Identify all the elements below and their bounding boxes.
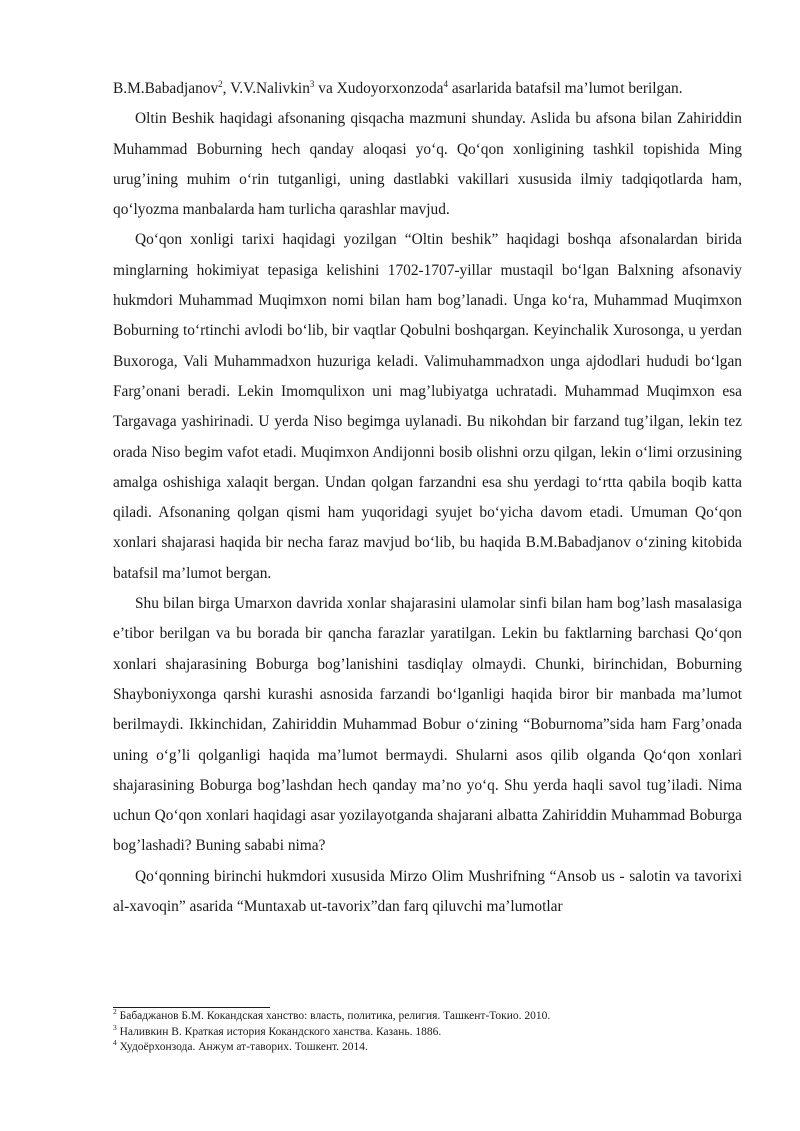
paragraph-text: , V.V.Nalivkin (222, 80, 310, 97)
footnote-mark: 3 (113, 1022, 117, 1032)
footnote-mark: 2 (113, 1007, 117, 1017)
footnote-text: Худоёрхонзода. Анжум ат-таворих. Тошкент. 2014. (119, 1041, 368, 1053)
paragraph-legend-summary (113, 104, 742, 225)
paragraph-text: Shu bilan birga Umarxon davrida xonlar shajarasini ulamolar sinfi bilan ham bog’lash masalasiga e’tibor berilgan va bu borada bir qancha farazlar yaratilgan. Lekin bu faktlarning barchasi Qo‘qon xonlari shajarasining Boburga bog’lanishini tasdiqlay olmaydi. Chunki, birinchidan, Boburning Shayboniyxonga qarshi kurashi asnosida farzandi bo‘lganligi haqida biror bir manbada ma’lumot berilmaydi. Ikkinchidan, Zahiriddin Muhammad Bobur o‘zining “Boburnoma”sida ham Farg’onada uning o‘g’li qolganligi haqida ma’lumot bermaydi. Shularni asos qilib olganda Qo‘qon xonlari shajarasining Boburga bog’lashdan hech qanday ma’no yo‘q. Shu yerda haqli savol tug’iladi. Nima uchun Qo‘qon xonlari haqidagi asar yozilayotganda shajarani albatta Zahiriddin Muhammad Boburga bog’lashadi? Buning sababi nima? (113, 595, 742, 855)
paragraph-muqimxon-legend (113, 225, 742, 589)
footnote-reference: 2 (218, 78, 223, 89)
paragraph-sources (113, 74, 742, 104)
paragraph-text: B.M.Babadjanov (113, 80, 219, 97)
paragraph-text: va Xudoyorxonzoda (314, 80, 444, 97)
footnote-reference: 4 (443, 78, 448, 89)
footnote-text: Бабаджанов Б.М. Кокандская ханство: власть, политика, религия. Ташкент-Токио. 2010. (119, 1010, 551, 1022)
footnote-3 (113, 1022, 742, 1041)
footnote-mark: 4 (113, 1038, 117, 1048)
paragraph-text: Oltin Beshik haqidagi afsonaning qisqacha mazmuni shunday. Aslida bu afsona bilan Zahiriddin Muhammad Boburning hech qanday aloqasi yo‘q. Qo‘qon xonligining tashkil topishida Ming urug’ining muhim o‘rin tutganligi, uning dastlabki vakillari xususida ilmiy tadqiqotlarda ham, qo‘lyozma manbalarda ham turlicha qarashlar mavjud. (113, 110, 742, 219)
body-text (113, 74, 742, 922)
paragraph-umarxon-genealogy (113, 589, 742, 862)
paragraph-mirzo-olim (113, 862, 742, 923)
footnote-reference: 3 (309, 78, 315, 89)
paragraph-text: Qo‘qon xonligi tarixi haqidagi yozilgan “Oltin beshik” haqidagi boshqa afsonalardan birida minglarning hokimiyat tepasiga kelishini 1702-1707-yillar mustaqil bo‘lgan Balxning afsonaviy hukmdori Muhammad Muqimxon nomi bilan ham bog’lanadi. Unga ko‘ra, Muhammad Muqimxon Boburning to‘rtinchi avlodi bo‘lib, bir vaqtlar Qobulni boshqargan. Keyinchalik Xurosonga, u yerdan Buxoroga, Vali Muhammadxon huzuriga keladi. Valimuhammadxon unga ajdodlari hududi bo‘lgan Farg’onani beradi. Lekin Imomqulixon uni mag’lubiyatga uchratadi. Muhammad Muqimxon esa Targavaga yashirinadi. U yerda Niso begimga uylanadi. Bu nikohdan bir farzand tug’ilgan, lekin tez orada Niso begim vafot etadi. Muqimxon Andijonni bosib olishni orzu qilgan, lekin o‘limi orzusining amalga oshishiga xalaqit bergan. Undan qolgan farzandni esa shu yerdagi to‘rtta qabila boqib katta qiladi. Afsonaning qolgan qismi ham yuqoridagi syujet bo‘yicha davom etadi. Umuman Qo‘qon xonlari shajarasi haqida bir necha faraz mavjud bo‘lib, bu haqida B.M.Babadjanov o‘zining kitobida batafsil ma’lumot bergan. (113, 231, 742, 582)
footnote-4 (113, 1040, 742, 1056)
paragraph-text: asarlarida batafsil ma’lumot berilgan. (447, 80, 683, 97)
footnotes (113, 1009, 742, 1056)
footnote-2 (113, 1009, 742, 1025)
footnote-text: Наливкин В. Краткая история Кокандского ханства. Казань. 1886. (119, 1025, 442, 1038)
footnote-separator (113, 1007, 270, 1008)
paragraph-text: Qo‘qonning birinchi hukmdori xususida Mirzo Olim Mushrifning “Ansob us - salotin va tavorixi al-xavoqin” asarida “Muntaxab ut-tavorix”dan farq qiluvchi ma’lumotlar (113, 867, 742, 916)
